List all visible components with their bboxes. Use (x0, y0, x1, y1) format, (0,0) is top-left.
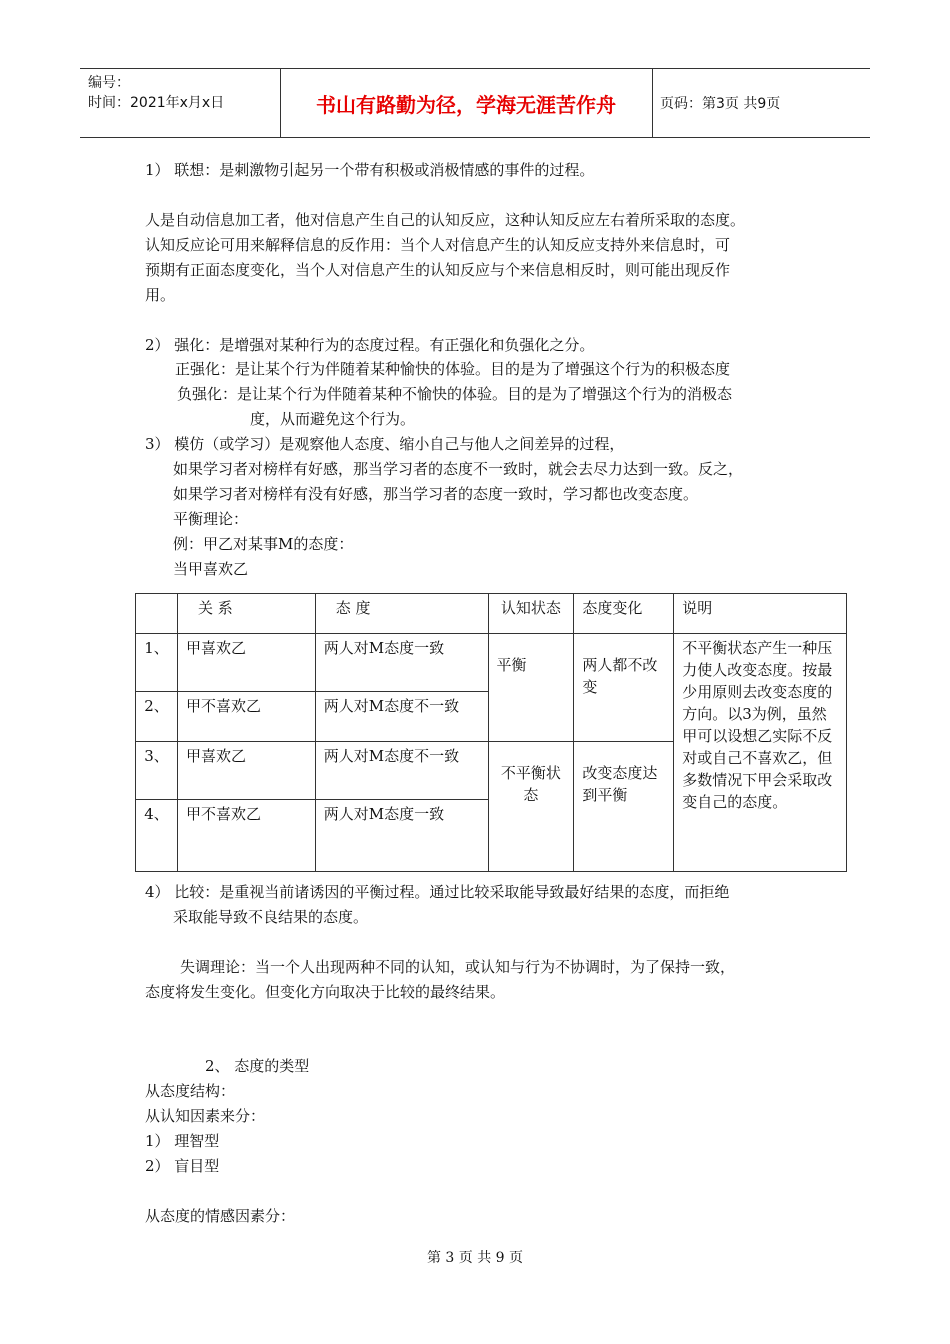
para-line: 认知反应论可用来解释信息的反作用：当个人对信息产生的认知反应支持外来信息时，可 (145, 236, 731, 254)
para-line: 如果学习者对榜样有好感，那当学习者的态度不一致时，就会去尽力达到一致。反之， (173, 460, 744, 478)
para-example: 例：甲乙对某事M的态度： (173, 535, 354, 553)
row-attitude: 两人对M态度一致 (315, 634, 488, 692)
para-negative: 负强化：是让某个行为伴随着某种不愉快的体验。目的是为了增强这个行为的消极态 (177, 385, 733, 403)
row-attitude: 两人对M态度不一致 (315, 742, 488, 800)
row-relation: 甲喜欢乙 (177, 634, 315, 692)
explanation-cell: 不平衡状态产生一种压力使人改变态度。按最少用原则去改变态度的方向。以3为例，虽然甲可以设想乙实际不反对或自己不喜欢乙，但多数情况下甲会采取改变自己的态度。 (674, 634, 847, 872)
change-unbalanced: 改变态度达到平衡 (574, 742, 674, 872)
para-balance-theory: 平衡理论： (173, 510, 249, 528)
row-number: 3、 (136, 742, 178, 800)
row-attitude: 两人对M态度一致 (315, 800, 488, 872)
header-meta (80, 69, 281, 137)
para-line: 当甲喜欢乙 (173, 560, 249, 578)
table-row (136, 634, 847, 692)
para-dissonance: 失调理论：当一个人出现两种不同的认知，或认知与行为不协调时，为了保持一致， (180, 958, 736, 976)
para-reinforcement: 2） 强化：是增强对某种行为的态度过程。有正强化和负强化之分。 (145, 336, 595, 354)
cognitive-state-balanced: 平衡 (488, 634, 574, 742)
table-header-row (136, 594, 847, 634)
document-number: 编号： (88, 75, 130, 91)
page-header (80, 68, 870, 138)
para-line: 态度将发生变化。但变化方向取决于比较的最终结果。 (145, 983, 506, 1001)
list-item: 1） 理智型 (145, 1132, 220, 1150)
row-number: 2、 (136, 692, 178, 742)
para-line: 用。 (145, 286, 176, 304)
document-time: 时间：2021年x月x日 (88, 95, 225, 111)
row-number: 4、 (136, 800, 178, 872)
header-page-code: 页码：第3页 共9页 (660, 96, 781, 112)
header-cell: 认知状态 (488, 594, 574, 634)
para-line: 从态度的情感因素分： (145, 1207, 296, 1225)
para-line: 人是自动信息加工者，他对信息产生自己的认知反应，这种认知反应左右着所采取的态度。 (145, 211, 746, 229)
balance-table (135, 593, 847, 872)
para-line: 从认知因素来分： (145, 1107, 266, 1125)
row-relation: 甲不喜欢乙 (177, 800, 315, 872)
para-line: 采取能导致不良结果的态度。 (173, 908, 369, 926)
para-line: 如果学习者对榜样有没有好感，那当学习者的态度一致时，学习都也改变态度。 (173, 485, 699, 503)
row-relation: 甲不喜欢乙 (177, 692, 315, 742)
header-cell: 说明 (674, 594, 847, 634)
cognitive-state-unbalanced: 不平衡状态 (488, 742, 574, 872)
para-comparison: 4） 比较：是重视当前诸诱因的平衡过程。通过比较采取能导致最好结果的态度，而拒绝 (145, 883, 730, 901)
page-footer: 第 3 页 共 9 页 (426, 1250, 524, 1266)
row-attitude: 两人对M态度不一致 (315, 692, 488, 742)
list-item: 2） 盲目型 (145, 1157, 220, 1175)
para-line: 从态度结构： (145, 1082, 236, 1100)
header-cell: 态度变化 (574, 594, 674, 634)
header-cell: 态 度 (315, 594, 488, 634)
header-cell (136, 594, 178, 634)
para-positive: 正强化：是让某个行为伴随着某种愉快的体验。目的是为了增强这个行为的积极态度 (175, 360, 731, 378)
para-imitation: 3） 模仿（或学习）是观察他人态度、缩小自己与他人之间差异的过程， (145, 435, 625, 453)
para-line: 预期有正面态度变化，当个人对信息产生的认知反应与个来信息相反时，则可能出现反作 (145, 261, 731, 279)
section-heading: 2、 态度的类型 (205, 1057, 310, 1075)
para-line: 度，从而避免这个行为。 (250, 410, 416, 428)
para-association: 1） 联想：是刺激物引起另一个带有积极或消极情感的事件的过程。 (145, 161, 595, 179)
header-cell: 关 系 (177, 594, 315, 634)
row-relation: 甲喜欢乙 (177, 742, 315, 800)
row-number: 1、 (136, 634, 178, 692)
change-balanced: 两人都不改变 (574, 634, 674, 742)
header-motto: 书山有路勤为径，学海无涯苦作舟 (280, 69, 653, 137)
